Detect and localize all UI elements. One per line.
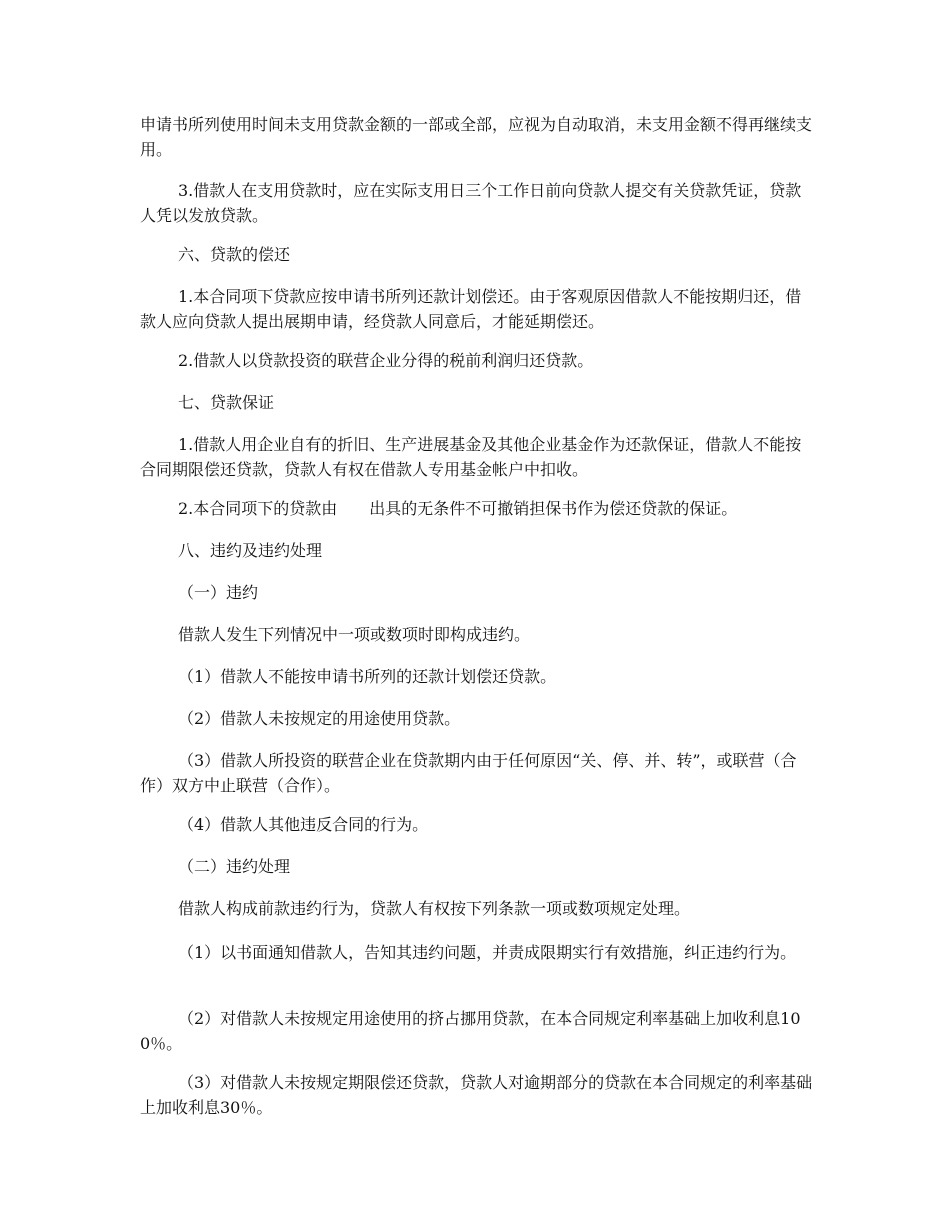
section-heading: 六、贷款的偿还 bbox=[178, 245, 291, 264]
list-item: （2）借款人未按规定的用途使用贷款。 bbox=[178, 709, 461, 728]
paragraph: 1.借款人用企业自有的折旧、生产进展基金及其他企业基金作为还款保证，借款人不能按合同期限偿还贷款，贷款人有权在借款人专用基金帐户中扣收。 bbox=[140, 435, 802, 479]
list-item: （1）以书面通知借款人，告知其违约问题，并责成限期实行有效措施，纠正违约行为。 bbox=[178, 943, 797, 962]
section-heading: 七、贷款保证 bbox=[178, 393, 275, 412]
paragraph: 2.本合同项下的贷款由 出具的无条件不可撤销担保书作为偿还贷款的保证。 bbox=[178, 499, 738, 518]
list-item: （3）对借款人未按规定期限偿还贷款，贷款人对逾期部分的贷款在本合同规定的利率基础上加收利息30％。 bbox=[140, 1073, 813, 1117]
list-item: （4）借款人其他违反合同的行为。 bbox=[178, 815, 429, 834]
paragraph: 借款人构成前款违约行为，贷款人有权按下列条款一项或数项规定处理。 bbox=[178, 899, 691, 918]
section-heading: 八、违约及违约处理 bbox=[178, 541, 323, 560]
list-item: （1）借款人不能按申请书所列的还款计划偿还贷款。 bbox=[178, 667, 557, 686]
list-item: （3）借款人所投资的联营企业在贷款期内由于任何原因“关、停、并、转”，或联营（合作）双方中止联营（合作）。 bbox=[140, 751, 797, 795]
paragraph: 借款人发生下列情况中一项或数项时即构成违约。 bbox=[178, 625, 531, 644]
subsection-heading: （二）违约处理 bbox=[178, 857, 291, 876]
paragraph: 3.借款人在支用贷款时，应在实际支用日三个工作日前向贷款人提交有关贷款凭证，贷款人凭以发放贷款。 bbox=[140, 181, 802, 225]
paragraph: 申请书所列使用时间未支用贷款金额的一部或全部，应视为自动取消，未支用金额不得再继续支用。 bbox=[140, 115, 813, 159]
paragraph: 1.本合同项下贷款应按申请书所列还款计划偿还。由于客观原因借款人不能按期归还，借款人应向贷款人提出展期申请，经贷款人同意后，才能延期偿还。 bbox=[140, 287, 802, 331]
paragraph: 2.借款人以贷款投资的联营企业分得的税前利润归还贷款。 bbox=[178, 351, 594, 370]
list-item: （2）对借款人未按规定用途使用的挤占挪用贷款，在本合同规定利率基础上加收利息100％。 bbox=[140, 1009, 801, 1053]
subsection-heading: （一）违约 bbox=[178, 583, 259, 602]
